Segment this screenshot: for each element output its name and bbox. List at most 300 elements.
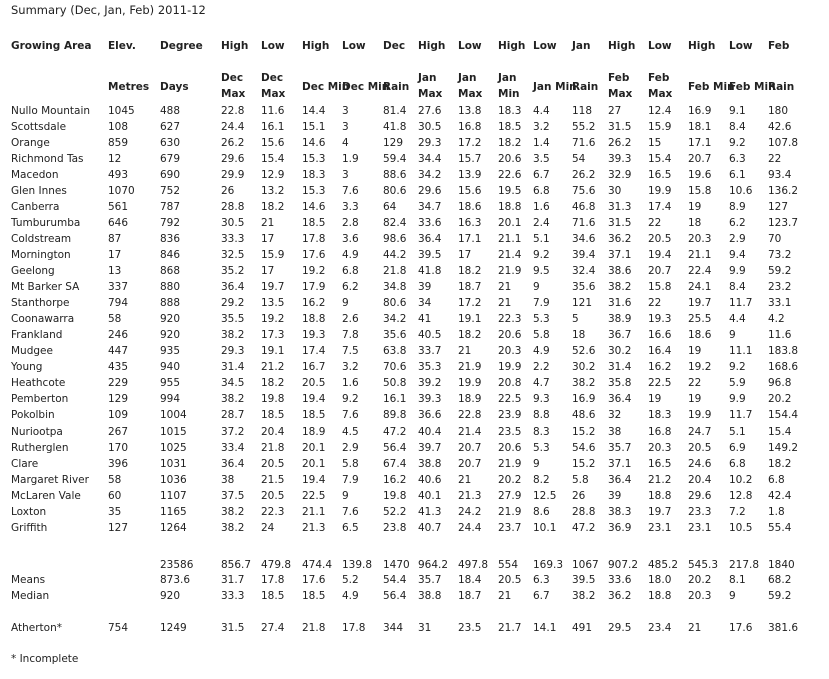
table-cell: 21.1 xyxy=(302,506,326,518)
growing-area-name: Richmond Tas xyxy=(11,153,84,165)
growing-area-name: Mudgee xyxy=(11,345,53,357)
table-cell: 8.3 xyxy=(533,426,550,438)
table-cell: 1.8 xyxy=(768,506,785,518)
table-cell: 18.5 xyxy=(302,409,326,421)
table-cell: 20.5 xyxy=(302,377,326,389)
table-cell: 38.2 xyxy=(221,506,245,518)
table-cell: 39.7 xyxy=(418,442,442,454)
column-header: Max xyxy=(458,88,483,100)
table-cell: 19.1 xyxy=(261,345,285,357)
table-cell: 26 xyxy=(221,185,235,197)
table-cell: 36.7 xyxy=(608,329,632,341)
summary-cell: 545.3 xyxy=(688,559,719,571)
table-cell: 20.5 xyxy=(688,442,712,454)
table-cell: 19.2 xyxy=(302,265,326,277)
table-cell: 16.1 xyxy=(261,121,285,133)
table-cell: 21.2 xyxy=(261,361,285,373)
table-cell: 15.4 xyxy=(261,153,285,165)
table-cell: 8.2 xyxy=(533,474,550,486)
table-cell: 18.9 xyxy=(302,426,326,438)
table-cell: 22.6 xyxy=(498,169,522,181)
table-cell: 5.1 xyxy=(533,233,550,245)
column-header: Rain xyxy=(768,81,795,93)
table-cell: 20.7 xyxy=(458,442,482,454)
table-cell: 17.4 xyxy=(648,201,672,213)
column-header: Max xyxy=(261,88,286,100)
table-cell: 787 xyxy=(160,201,181,213)
table-cell: 183.8 xyxy=(768,345,799,357)
table-cell: 55.4 xyxy=(768,522,792,534)
table-cell: 3 xyxy=(342,105,349,117)
table-cell: 8.9 xyxy=(729,201,746,213)
table-cell: 36.9 xyxy=(608,522,632,534)
table-cell: 37.1 xyxy=(608,458,632,470)
table-cell: 38.2 xyxy=(221,393,245,405)
summary-cell: 56.4 xyxy=(383,590,407,602)
table-cell: 6.8 xyxy=(533,185,550,197)
growing-area-name: Canberra xyxy=(11,201,60,213)
table-cell: 23.3 xyxy=(688,506,712,518)
table-cell: 22 xyxy=(688,377,702,389)
table-cell: 13.8 xyxy=(458,105,482,117)
column-header: High xyxy=(221,40,249,52)
summary-cell: 20.2 xyxy=(688,574,712,586)
atherton-label: Atherton* xyxy=(11,622,62,634)
table-cell: 33.4 xyxy=(221,442,245,454)
table-cell: 38.6 xyxy=(608,265,632,277)
column-header: Dec Min xyxy=(302,81,350,93)
column-header: Feb xyxy=(608,72,630,84)
table-cell: 29.9 xyxy=(221,169,245,181)
table-cell: 34.4 xyxy=(418,153,442,165)
summary-cell: 497.8 xyxy=(458,559,489,571)
table-cell: 123.7 xyxy=(768,217,799,229)
table-cell: 40.7 xyxy=(418,522,442,534)
table-cell: 9.5 xyxy=(533,265,550,277)
table-cell: 24.4 xyxy=(221,121,245,133)
table-cell: 19.7 xyxy=(688,297,712,309)
table-cell: 22.5 xyxy=(498,393,522,405)
table-cell: 20.5 xyxy=(261,458,285,470)
table-cell: 34.2 xyxy=(418,169,442,181)
table-cell: 118 xyxy=(572,105,593,117)
column-header: Max xyxy=(608,88,633,100)
table-cell: 21.9 xyxy=(498,265,522,277)
table-cell: 35.6 xyxy=(383,329,407,341)
column-header: Low xyxy=(458,40,482,52)
table-cell: 10.2 xyxy=(729,474,753,486)
table-cell: 4 xyxy=(342,137,349,149)
table-cell: 22.4 xyxy=(688,265,712,277)
summary-cell: 68.2 xyxy=(768,574,792,586)
table-cell: 22.3 xyxy=(261,506,285,518)
table-cell: 9.2 xyxy=(533,249,550,261)
table-cell: 54 xyxy=(572,153,586,165)
summary-cell: 18.5 xyxy=(302,590,326,602)
table-cell: 16.7 xyxy=(302,361,326,373)
table-cell: 4.5 xyxy=(342,426,359,438)
column-header: Low xyxy=(261,40,285,52)
table-cell: 846 xyxy=(160,249,181,261)
column-header: High xyxy=(418,40,446,52)
table-cell: 39.3 xyxy=(418,393,442,405)
table-cell: 20.4 xyxy=(261,426,285,438)
column-header: Dec xyxy=(261,72,284,84)
table-cell: 28.8 xyxy=(572,506,596,518)
summary-cell: 39.5 xyxy=(572,574,596,586)
table-cell: 17.4 xyxy=(302,345,326,357)
table-cell: 23.2 xyxy=(768,281,792,293)
table-cell: 435 xyxy=(108,361,129,373)
table-cell: 129 xyxy=(108,393,129,405)
column-header: Dec xyxy=(221,72,244,84)
column-header: Low xyxy=(729,40,753,52)
table-cell: 21 xyxy=(498,297,512,309)
table-cell: 19.8 xyxy=(383,490,407,502)
table-cell: 3 xyxy=(342,169,349,181)
table-cell: 6.2 xyxy=(342,281,359,293)
table-cell: 868 xyxy=(160,265,181,277)
table-cell: 17.2 xyxy=(458,297,482,309)
growing-area-name: Orange xyxy=(11,137,50,149)
table-cell: 17.1 xyxy=(458,233,482,245)
summary-cell: 38.8 xyxy=(418,590,442,602)
table-cell: 2.9 xyxy=(729,233,746,245)
table-cell: 229 xyxy=(108,377,129,389)
table-cell: 10.6 xyxy=(729,185,753,197)
table-cell: 11.7 xyxy=(729,297,753,309)
table-cell: 20.1 xyxy=(302,442,326,454)
table-cell: 3.3 xyxy=(342,201,359,213)
table-cell: 22 xyxy=(648,217,662,229)
table-cell: 9.3 xyxy=(533,393,550,405)
table-cell: 9 xyxy=(533,281,540,293)
table-cell: 488 xyxy=(160,105,181,117)
atherton-cell: 29.5 xyxy=(608,622,632,634)
table-cell: 17 xyxy=(261,233,275,245)
table-cell: 935 xyxy=(160,345,181,357)
table-cell: 18.3 xyxy=(648,409,672,421)
table-cell: 1070 xyxy=(108,185,135,197)
table-cell: 9 xyxy=(342,297,349,309)
table-cell: 89.8 xyxy=(383,409,407,421)
table-cell: 47.2 xyxy=(383,426,407,438)
summary-cell: 554 xyxy=(498,559,519,571)
table-cell: 7.2 xyxy=(729,506,746,518)
table-cell: 4.4 xyxy=(729,313,746,325)
column-header: High xyxy=(498,40,526,52)
table-cell: 9 xyxy=(342,490,349,502)
summary-cell: 964.2 xyxy=(418,559,449,571)
table-cell: 24.1 xyxy=(688,281,712,293)
growing-area-name: Margaret River xyxy=(11,474,89,486)
table-cell: 34.7 xyxy=(418,201,442,213)
table-cell: 18 xyxy=(688,217,702,229)
table-cell: 6.1 xyxy=(729,169,746,181)
column-header: Max xyxy=(648,88,673,100)
table-cell: 16.3 xyxy=(458,217,482,229)
summary-label: Means xyxy=(11,574,46,586)
table-cell: 36.4 xyxy=(608,474,632,486)
table-cell: 32.4 xyxy=(572,265,596,277)
table-cell: 267 xyxy=(108,426,129,438)
table-cell: 18.5 xyxy=(302,217,326,229)
table-cell: 15.9 xyxy=(261,249,285,261)
atherton-cell: 17.6 xyxy=(729,622,753,634)
atherton-cell: 27.4 xyxy=(261,622,285,634)
column-header: Jan xyxy=(572,40,591,52)
table-cell: 18.2 xyxy=(458,329,482,341)
column-header: Low xyxy=(648,40,672,52)
table-cell: 20.2 xyxy=(498,474,522,486)
table-cell: 23.1 xyxy=(688,522,712,534)
table-cell: 12.5 xyxy=(533,490,557,502)
table-cell: 9.2 xyxy=(729,361,746,373)
column-header: Jan xyxy=(458,72,477,84)
table-cell: 920 xyxy=(160,313,181,325)
table-cell: 16.8 xyxy=(458,121,482,133)
table-cell: 6.9 xyxy=(729,442,746,454)
table-cell: 38.3 xyxy=(608,506,632,518)
table-cell: 40.4 xyxy=(418,426,442,438)
column-header: Feb xyxy=(648,72,670,84)
table-cell: 56.4 xyxy=(383,442,407,454)
table-cell: 168.6 xyxy=(768,361,799,373)
column-header: Metres xyxy=(108,81,150,93)
table-cell: 19.4 xyxy=(648,249,672,261)
table-cell: 3 xyxy=(342,121,349,133)
summary-cell: 23586 xyxy=(160,559,194,571)
atherton-cell: 23.4 xyxy=(648,622,672,634)
table-cell: 46.8 xyxy=(572,201,596,213)
table-cell: 18.8 xyxy=(498,201,522,213)
table-cell: 20.3 xyxy=(648,442,672,454)
table-cell: 24.2 xyxy=(458,506,482,518)
table-cell: 21.9 xyxy=(498,506,522,518)
table-cell: 58 xyxy=(108,313,122,325)
table-cell: 70 xyxy=(768,233,782,245)
growing-area-name: Nuriootpa xyxy=(11,426,63,438)
summary-cell: 18.5 xyxy=(261,590,285,602)
column-header: Jan xyxy=(498,72,517,84)
table-cell: 561 xyxy=(108,201,129,213)
table-cell: 15.6 xyxy=(261,137,285,149)
table-cell: 18.5 xyxy=(261,409,285,421)
summary-cell: 1840 xyxy=(768,559,795,571)
table-cell: 7.6 xyxy=(342,409,359,421)
table-cell: 5.8 xyxy=(533,329,550,341)
table-cell: 17 xyxy=(108,249,122,261)
table-cell: 40.1 xyxy=(418,490,442,502)
table-cell: 18.6 xyxy=(458,201,482,213)
table-cell: 3.5 xyxy=(533,153,550,165)
table-cell: 1.4 xyxy=(533,137,550,149)
table-cell: 37.1 xyxy=(608,249,632,261)
summary-cell: 1470 xyxy=(383,559,410,571)
table-cell: 8.6 xyxy=(533,506,550,518)
table-cell: 32.9 xyxy=(608,169,632,181)
summary-cell: 38.2 xyxy=(572,590,596,602)
table-cell: 5.1 xyxy=(729,426,746,438)
atherton-cell: 31.5 xyxy=(221,622,245,634)
table-cell: 794 xyxy=(108,297,129,309)
table-cell: 55.2 xyxy=(572,121,596,133)
table-cell: 630 xyxy=(160,137,181,149)
summary-cell: 21 xyxy=(498,590,512,602)
table-cell: 13 xyxy=(108,265,122,277)
atherton-cell: 14.1 xyxy=(533,622,557,634)
table-cell: 16.1 xyxy=(383,393,407,405)
table-cell: 4.4 xyxy=(533,105,550,117)
table-cell: 36.6 xyxy=(418,409,442,421)
atherton-cell: 1249 xyxy=(160,622,187,634)
table-cell: 11.1 xyxy=(729,345,753,357)
table-cell: 2.8 xyxy=(342,217,359,229)
table-cell: 60 xyxy=(108,490,122,502)
table-cell: 41 xyxy=(418,313,432,325)
table-cell: 21.5 xyxy=(261,474,285,486)
column-header: High xyxy=(608,40,636,52)
table-cell: 96.8 xyxy=(768,377,792,389)
table-cell: 136.2 xyxy=(768,185,799,197)
table-cell: 35.7 xyxy=(608,442,632,454)
table-cell: 888 xyxy=(160,297,181,309)
table-cell: 493 xyxy=(108,169,129,181)
table-cell: 9.1 xyxy=(729,105,746,117)
table-cell: 17.9 xyxy=(302,281,326,293)
summary-cell: 907.2 xyxy=(608,559,639,571)
table-cell: 35.3 xyxy=(418,361,442,373)
table-cell: 4.9 xyxy=(342,249,359,261)
table-cell: 752 xyxy=(160,185,181,197)
table-cell: 21.8 xyxy=(383,265,407,277)
table-cell: 19.1 xyxy=(458,313,482,325)
table-cell: 19.9 xyxy=(498,361,522,373)
table-cell: 32.5 xyxy=(221,249,245,261)
table-cell: 80.6 xyxy=(383,297,407,309)
table-cell: 20.7 xyxy=(648,265,672,277)
table-cell: 1165 xyxy=(160,506,187,518)
table-cell: 23.9 xyxy=(498,409,522,421)
table-cell: 18.2 xyxy=(458,265,482,277)
column-header: Max xyxy=(221,88,246,100)
table-cell: 24.4 xyxy=(458,522,482,534)
table-cell: 22.5 xyxy=(648,377,672,389)
table-cell: 20.1 xyxy=(498,217,522,229)
atherton-cell: 491 xyxy=(572,622,593,634)
table-cell: 21.9 xyxy=(498,458,522,470)
table-cell: 1.6 xyxy=(342,377,359,389)
summary-cell: 4.9 xyxy=(342,590,359,602)
table-cell: 129 xyxy=(383,137,404,149)
table-cell: 39.5 xyxy=(418,249,442,261)
atherton-cell: 21 xyxy=(688,622,702,634)
table-cell: 31.4 xyxy=(608,361,632,373)
table-cell: 20.6 xyxy=(498,153,522,165)
table-cell: 29.3 xyxy=(221,345,245,357)
table-cell: 52.6 xyxy=(572,345,596,357)
table-cell: 9 xyxy=(533,458,540,470)
table-cell: 37.2 xyxy=(221,426,245,438)
growing-area-name: Mt Barker SA xyxy=(11,281,80,293)
growing-area-name: Mornington xyxy=(11,249,71,261)
table-cell: 98.6 xyxy=(383,233,407,245)
summary-cell: 20.5 xyxy=(498,574,522,586)
column-header: Max xyxy=(418,88,443,100)
table-cell: 34 xyxy=(418,297,432,309)
summary-cell: 18.7 xyxy=(458,590,482,602)
table-cell: 24 xyxy=(261,522,275,534)
table-cell: 19.2 xyxy=(688,361,712,373)
summary-cell: 169.3 xyxy=(533,559,564,571)
table-cell: 88.6 xyxy=(383,169,407,181)
table-cell: 22.3 xyxy=(498,313,522,325)
table-cell: 38.2 xyxy=(572,377,596,389)
summary-cell: 17.8 xyxy=(261,574,285,586)
summary-cell: 18.0 xyxy=(648,574,672,586)
table-cell: 18.1 xyxy=(688,121,712,133)
summary-cell: 17.6 xyxy=(302,574,326,586)
summary-cell: 33.6 xyxy=(608,574,632,586)
table-cell: 6.8 xyxy=(729,458,746,470)
table-cell: 20.4 xyxy=(688,474,712,486)
table-cell: 107.8 xyxy=(768,137,799,149)
table-cell: 18 xyxy=(572,329,586,341)
table-cell: 70.6 xyxy=(383,361,407,373)
table-cell: 19.7 xyxy=(261,281,285,293)
table-cell: 82.4 xyxy=(383,217,407,229)
table-cell: 17.1 xyxy=(688,137,712,149)
table-cell: 1036 xyxy=(160,474,187,486)
table-cell: 836 xyxy=(160,233,181,245)
table-cell: 7.8 xyxy=(342,329,359,341)
table-cell: 679 xyxy=(160,153,181,165)
column-header: High xyxy=(302,40,330,52)
table-cell: 27 xyxy=(608,105,622,117)
table-cell: 3.2 xyxy=(533,121,550,133)
table-cell: 337 xyxy=(108,281,129,293)
table-cell: 109 xyxy=(108,409,129,421)
atherton-cell: 344 xyxy=(383,622,404,634)
table-cell: 13.5 xyxy=(261,297,285,309)
table-cell: 26.2 xyxy=(608,137,632,149)
table-cell: 31.5 xyxy=(608,217,632,229)
column-header: Feb xyxy=(768,40,790,52)
table-cell: 9.2 xyxy=(342,393,359,405)
page-title: Summary (Dec, Jan, Feb) 2011-12 xyxy=(11,3,206,17)
table-cell: 2.4 xyxy=(533,217,550,229)
table-cell: 59.4 xyxy=(383,153,407,165)
table-cell: 20.7 xyxy=(688,153,712,165)
table-cell: 21 xyxy=(261,217,275,229)
table-cell: 18.3 xyxy=(498,105,522,117)
footnote: * Incomplete xyxy=(11,653,79,665)
table-cell: 19.9 xyxy=(688,409,712,421)
table-cell: 12.9 xyxy=(261,169,285,181)
table-cell: 121 xyxy=(572,297,593,309)
column-header: Feb Min xyxy=(729,81,776,93)
table-cell: 36.4 xyxy=(221,458,245,470)
table-cell: 18.3 xyxy=(302,169,326,181)
table-cell: 19.5 xyxy=(498,185,522,197)
table-cell: 21.4 xyxy=(498,249,522,261)
summary-cell: 8.1 xyxy=(729,574,746,586)
table-cell: 38.8 xyxy=(418,458,442,470)
growing-area-name: Loxton xyxy=(11,506,47,518)
table-cell: 4.2 xyxy=(768,313,785,325)
table-cell: 93.4 xyxy=(768,169,792,181)
table-cell: 26.2 xyxy=(221,137,245,149)
